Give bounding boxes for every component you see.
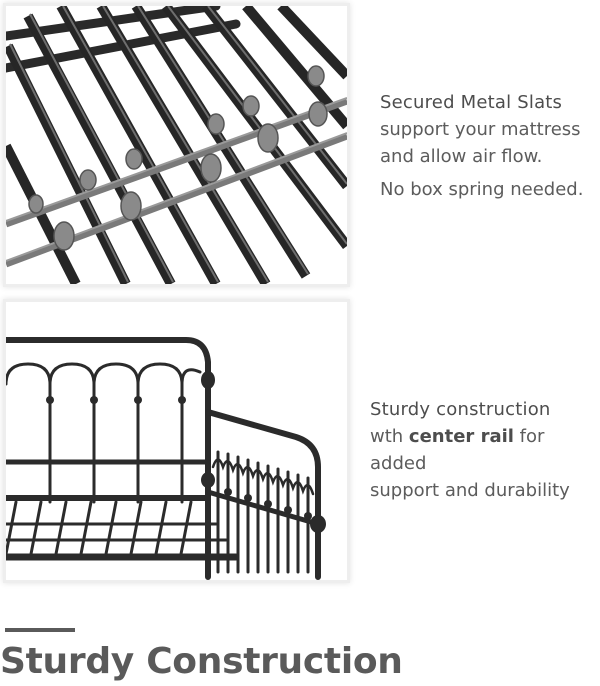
feature-line-bold: center rail (408, 426, 514, 447)
feature-line: and allow air flow. (380, 146, 543, 167)
feature-line: support your mattress (380, 119, 581, 140)
feature-line: No box spring needed. (380, 179, 584, 200)
feature-line: support and durability (370, 480, 570, 501)
feature-metal-slats (380, 90, 595, 203)
feature-title: Secured Metal Slats (380, 92, 563, 113)
metal-slats-illustration (6, 6, 347, 284)
daybed-frame-illustration (6, 302, 347, 580)
feature-line-post: for added (370, 426, 545, 474)
page-heading: Sturdy Construction (0, 641, 403, 682)
feature-line-pre: wth (370, 426, 409, 447)
slats-closeup-image (6, 6, 347, 284)
feature-title: Sturdy construction (370, 399, 551, 420)
feature-line (370, 423, 598, 477)
daybed-frame-image (6, 302, 347, 580)
feature-sturdy-construction (370, 397, 598, 504)
heading-divider (5, 628, 75, 632)
